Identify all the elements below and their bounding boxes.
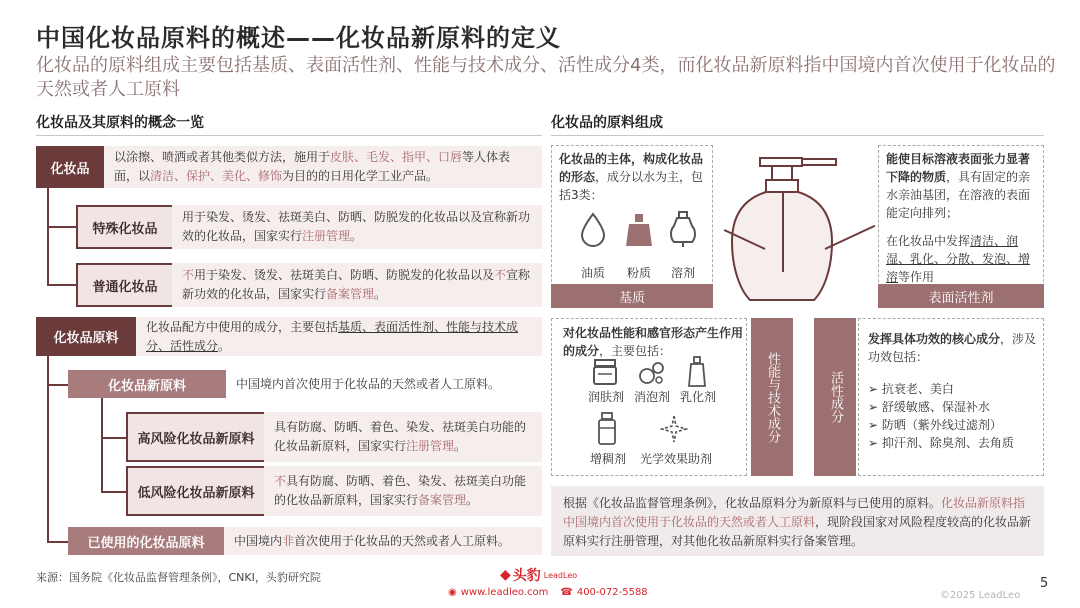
- list-item: ➢ 舒缓敏感、保湿补水: [868, 400, 990, 414]
- label-used-raw-material: 已使用的化妆品原料: [68, 527, 224, 555]
- page-title: 中国化妆品原料的概述——化妆品新原料的定义: [36, 24, 561, 52]
- leopard-logo-icon: ◆: [500, 567, 511, 583]
- tree-line: [101, 491, 127, 493]
- icon-label-thickener: 增稠剂: [589, 452, 626, 466]
- icon-label-defoamer: 消泡剂: [633, 390, 670, 404]
- powder-icon: [624, 212, 654, 248]
- solvent-bottle-icon: [668, 210, 698, 248]
- tree-line: [101, 398, 103, 492]
- brand-logo: ◆ 头豹 LeadLeo: [500, 567, 578, 584]
- label-low-risk-raw: 低风险化妆品新原料: [126, 466, 264, 516]
- tree-line: [101, 437, 127, 439]
- bubbles-icon: [638, 358, 666, 386]
- performance-text: 对化妆品性能和感官形态产生作用的成分，主要包括：: [563, 326, 744, 358]
- left-heading: 化妆品及其原料的概念一览: [36, 115, 204, 131]
- tree-line: [47, 188, 49, 286]
- desc-ordinary-cosmetic: 不用于染发、烫发、祛斑美白、防晒、防脱发的化妆品以及不宣称新功效的化妆品，国家实行备案管理。: [172, 263, 542, 307]
- right-heading: 化妆品的原料组成: [551, 115, 663, 131]
- website-link[interactable]: www.leadleo.com: [460, 587, 549, 598]
- regulation-note: 根据《化妆品监督管理条例》，化妆品原料分为新原料与已使用的原料。化妆品新原料指中国境内首次使用于化妆品的天然或者人工原料，现阶段国家对风险程度较高的化妆品新原料实行注册管理，对其他化妆品新原料实行备案管理。: [551, 486, 1044, 556]
- phone-icon: ☎: [560, 587, 573, 598]
- desc-high-risk-raw: 具有防腐、防晒、着色、染发、祛斑美白功能的化妆品新原料，国家实行注册管理。: [264, 412, 542, 462]
- page-number: 5: [1040, 576, 1049, 591]
- surfactant-text: 能使目标溶液表面张力显著下降的物质，具有固定的亲水亲油基团，在溶液的表面能定向排列；: [886, 152, 1031, 220]
- globe-icon: ◉: [448, 587, 457, 598]
- label-cosmetic: 化妆品: [36, 146, 104, 188]
- base-text: 化妆品的主体，构成化妆品的形态，成分以水为主，包括3类：: [559, 152, 704, 202]
- performance-bar: 性能与技术成分: [751, 318, 793, 476]
- desc-cosmetic-raw-material: 化妆品配方中使用的成分，主要包括基质、表面活性剂、性能与技术成分、活性成分。: [136, 317, 542, 356]
- icon-label-emulsifier: 乳化剂: [679, 390, 716, 404]
- active-bar: 活性成分: [814, 318, 856, 476]
- base-bar: 基质: [551, 284, 713, 308]
- page-subtitle: 化妆品的原料组成主要包括基质、表面活性剂、性能与技术成分、活性成分4类，而化妆品新原料指中国境内首次使用于化妆品的天然或者人工原料: [36, 55, 1056, 100]
- list-item: ➢ 防晒（紫外线过滤剂）: [868, 418, 1002, 432]
- surfactant-function-text: 在化妆品中发挥清洁、润湿、乳化、分散、发泡、增溶等作用: [886, 234, 1031, 284]
- icon-label-optical-aid: 光学效果助剂: [639, 452, 712, 466]
- source-note: 来源：国务院《化妆品监督管理条例》，CNKI，头豹研究院: [36, 571, 321, 584]
- label-new-raw-material: 化妆品新原料: [68, 370, 226, 398]
- list-item: ➢ 抑汗剂、除臭剂、去角质: [868, 436, 1014, 450]
- contact-row: [448, 587, 648, 598]
- active-items: [868, 380, 1040, 452]
- thickener-bottle-icon: [596, 412, 618, 446]
- label-high-risk-raw: 高风险化妆品新原料: [126, 412, 264, 462]
- phone-number: 400-072-5588: [576, 587, 648, 598]
- icon-label-powder: 粉质: [626, 266, 651, 280]
- active-text: 发挥具体功效的核心成分，涉及功效包括：: [868, 332, 1037, 364]
- label-special-cosmetic: 特殊化妆品: [76, 205, 172, 249]
- label-ordinary-cosmetic: 普通化妆品: [76, 263, 172, 307]
- tree-line: [47, 284, 77, 286]
- moisturizer-jar-icon: [592, 358, 618, 386]
- icon-label-solvent: 溶剂: [670, 266, 695, 280]
- oil-drop-icon: [578, 212, 608, 248]
- tree-line: [47, 541, 69, 543]
- emulsifier-bottle-icon: [686, 356, 708, 388]
- sparkle-icon: [660, 414, 688, 444]
- right-heading-divider: [551, 135, 1044, 136]
- copyright: ©2025 LeadLeo: [940, 590, 1021, 601]
- surfactant-bar: 表面活性剂: [878, 284, 1044, 308]
- tree-line: [47, 384, 69, 386]
- desc-cosmetic: 以涂擦、喷洒或者其他类似方法，施用于皮肤、毛发、指甲、口唇等人体表面，以清洁、保护、美化、修饰为目的的日用化学工业产品。: [104, 146, 542, 188]
- desc-new-raw-material: 中国境内首次使用于化妆品的天然或者人工原料。: [236, 376, 501, 391]
- desc-used-raw-material: 中国境内非首次使用于化妆品的天然或者人工原料。: [224, 527, 542, 555]
- list-item: ➢ 抗衰老、美白: [868, 382, 954, 396]
- left-heading-divider: [36, 135, 542, 136]
- icon-label-emollient: 润肤剂: [587, 390, 624, 404]
- tree-line: [47, 226, 77, 228]
- icon-label-oil: 油质: [580, 266, 605, 280]
- desc-low-risk-raw: 不具有防腐、防晒、着色、染发、祛斑美白功能的化妆品新原料，国家实行备案管理。: [264, 466, 542, 516]
- label-cosmetic-raw-material: 化妆品原料: [36, 317, 136, 356]
- desc-special-cosmetic: 用于染发、烫发、祛斑美白、防晒、防脱发的化妆品以及宣称新功效的化妆品，国家实行注册管理。: [172, 205, 542, 249]
